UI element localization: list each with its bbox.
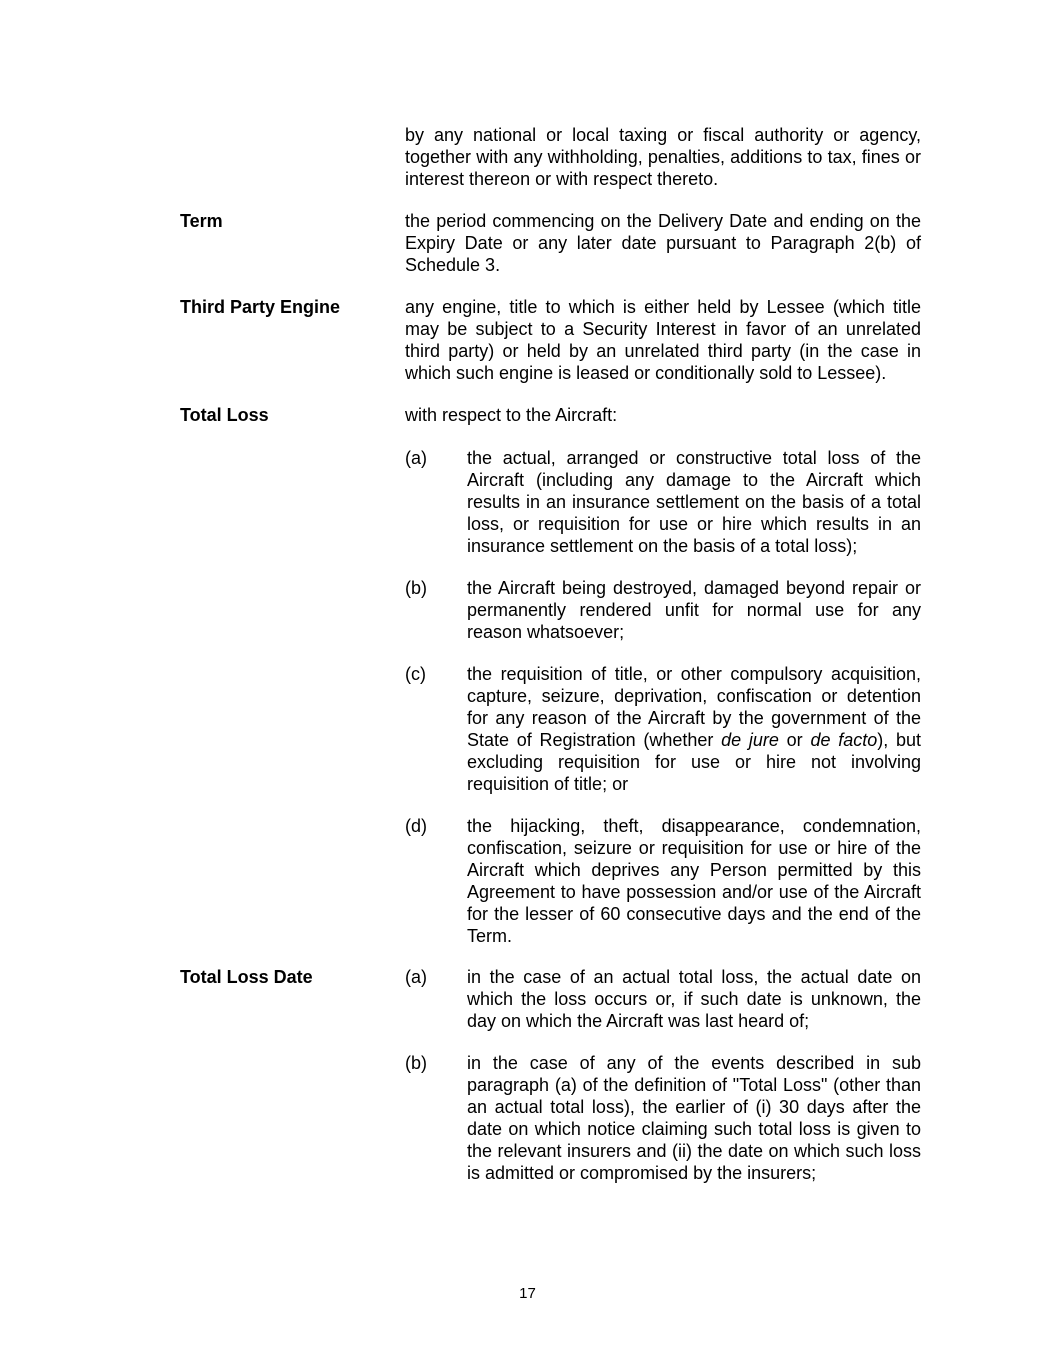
third-party-engine-definition: any engine, title to which is either held by Lessee (which title may be subject to a Security Interest in favor of an unrelated third party) or held by an unrelated third party (in the case in which such engine is leased or conditionally sold to Lessee). [405,297,921,383]
total-loss-item-b-marker: (b) [405,578,427,598]
total-loss-item-d-text: the hijacking, theft, disappearance, condemnation, confiscation, seizure or requisition for use or hire of the Aircraft which deprives any Person permitted by this Agreement to have possession and/or use of the Aircraft for the lesser of 60 consecutive days and the end of the Term. [467,816,921,946]
total-loss-item-c-marker: (c) [405,664,426,684]
term-label: Term [180,211,223,231]
tax-definition-continuation: by any national or local taxing or fiscal authority or agency, together with any withholding, penalties, additions to tax, fines or interest thereon or with respect thereto. [405,125,921,189]
total-loss-date-item-a-text: in the case of an actual total loss, the actual date on which the loss occurs or, if such date is unknown, the day on which the Aircraft was last heard of; [467,967,921,1031]
total-loss-date-item-a-marker: (a) [405,967,427,987]
total-loss-item-d-marker: (d) [405,816,427,836]
total-loss-intro: with respect to the Aircraft: [405,405,618,425]
total-loss-date-item-b-text: in the case of any of the events described in sub paragraph (a) of the definition of "Total Loss" (other than an actual total loss), the earlier of (i) 30 days after the date on which notice claiming such total loss is given to the relevant insurers and (ii) the date on which such loss is admitted or compromised by the insurers; [467,1053,921,1183]
total-loss-item-a-marker: (a) [405,448,427,468]
item-c-text-part3: ), but excluding requisition for use or hire not involving requisition of title; or [467,730,922,794]
total-loss-date-label: Total Loss Date [180,967,313,987]
page-number: 17 [519,1285,536,1302]
item-c-italic-de-facto: de facto [810,730,878,750]
item-c-text-part1: the requisition of title, or other compulsory acquisition, capture, seizure, deprivation, confiscation or detention for any reason of the Aircraft by the government of the State of Registration (whether [467,664,921,750]
total-loss-date-item-b-marker: (b) [405,1053,427,1073]
total-loss-label: Total Loss [180,405,269,425]
term-definition: the period commencing on the Delivery Date and ending on the Expiry Date or any later date pursuant to Paragraph 2(b) of Schedule 3. [405,211,921,275]
item-c-italic-de-jure: de jure [721,730,779,750]
total-loss-item-b-text: the Aircraft being destroyed, damaged beyond repair or permanently rendered unfit for normal use for any reason whatsoever; [467,578,921,642]
item-c-text-part2: or [778,730,811,750]
third-party-engine-label: Third Party Engine [180,297,341,317]
total-loss-item-c-text [467,663,921,795]
total-loss-item-a-text: the actual, arranged or constructive total loss of the Aircraft (including any damage to the Aircraft which results in an insurance settlement on the basis of a total loss, or requisition for use or hire which results in an insurance settlement on the basis of a total loss); [467,448,921,556]
